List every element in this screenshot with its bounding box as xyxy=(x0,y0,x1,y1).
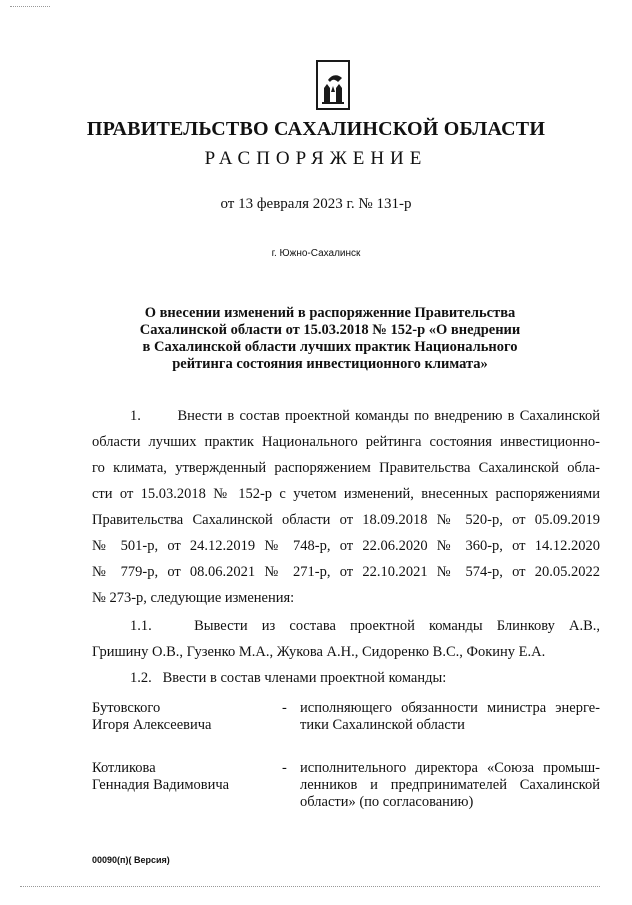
member-dash: - xyxy=(282,760,287,776)
member-role-line: исполняющего обязанности министра энерге- xyxy=(300,700,600,716)
footer-version-code: 00090(п)( Версия) xyxy=(92,855,170,865)
member-name-line: Бутовского xyxy=(92,700,161,716)
subject-line: Сахалинской области от 15.03.2018 № 152-р «О внедрении xyxy=(139,322,521,338)
member-role-line: тики Сахалинской области xyxy=(300,717,465,733)
coat-of-arms-emblem xyxy=(316,60,350,110)
document-type: РАСПОРЯЖЕНИЕ xyxy=(204,148,428,169)
member-dash: - xyxy=(282,700,287,716)
member-role xyxy=(300,700,600,734)
item1-line: 1. Внести в состав проектной команды по внедрению в Сахалинской xyxy=(130,408,600,424)
item11-line: Гришину О.В., Гузенко М.А., Жукова А.Н., Сидоренко В.С., Фокину Е.А. xyxy=(92,644,546,660)
item1-line: № 273-р, следующие изменения: xyxy=(92,590,295,606)
member-name xyxy=(92,760,282,794)
document-subject xyxy=(100,305,560,373)
item1-line: Правительства Сахалинской области от 18.09.2018 № 520-р, от 05.09.2019 xyxy=(92,512,600,528)
scan-noise xyxy=(20,886,600,888)
document-city: г. Южно-Сахалинск xyxy=(271,248,361,259)
scan-noise xyxy=(10,6,50,8)
document-date-number: от 13 февраля 2023 г. № 131-р xyxy=(220,196,412,212)
item1-line: го климата, утвержденный распоряжением Правительства Сахалинской обла- xyxy=(92,460,600,476)
subject-line: в Сахалинской области лучших практик Национального xyxy=(142,339,518,355)
member-name-line: Котликова xyxy=(92,760,156,776)
organization-title: ПРАВИТЕЛЬСТВО САХАЛИНСКОЙ ОБЛАСТИ xyxy=(86,118,546,140)
member-name-line: Геннадия Вадимовича xyxy=(92,777,230,793)
item1-line: сти от 15.03.2018 № 152-р с учетом изменений, внесенных распоряжениями xyxy=(92,486,600,502)
subject-line: О внесении изменений в распоряженние Правительства xyxy=(144,305,516,321)
item1-line: № 779-р, от 08.06.2021 № 271-р, от 22.10.2021 № 574-р, от 20.05.2022 xyxy=(92,564,600,580)
emblem-icon xyxy=(318,62,348,108)
member-name xyxy=(92,700,282,734)
member-role-line: области» (по согласованию) xyxy=(300,794,474,810)
member-role-line: ленников и предпринимателей Сахалинской xyxy=(300,777,600,793)
item12-line: 1.2. Ввести в состав членами проектной команды: xyxy=(130,670,447,686)
item1-line: № 501-р, от 24.12.2019 № 748-р, от 22.06.2020 № 360-р, от 14.12.2020 xyxy=(92,538,600,554)
item1-line: области лучших практик Национального рейтинга состояния инвестиционно- xyxy=(92,434,600,450)
member-role xyxy=(300,760,600,811)
member-role-line: исполнительного директора «Союза промыш- xyxy=(300,760,600,776)
subject-line: рейтинга состояния инвестиционного климата» xyxy=(172,356,488,372)
item11-line: 1.1. Вывести из состава проектной команды Блинкову А.В., xyxy=(130,618,600,634)
member-name-line: Игоря Алексеевича xyxy=(92,717,212,733)
